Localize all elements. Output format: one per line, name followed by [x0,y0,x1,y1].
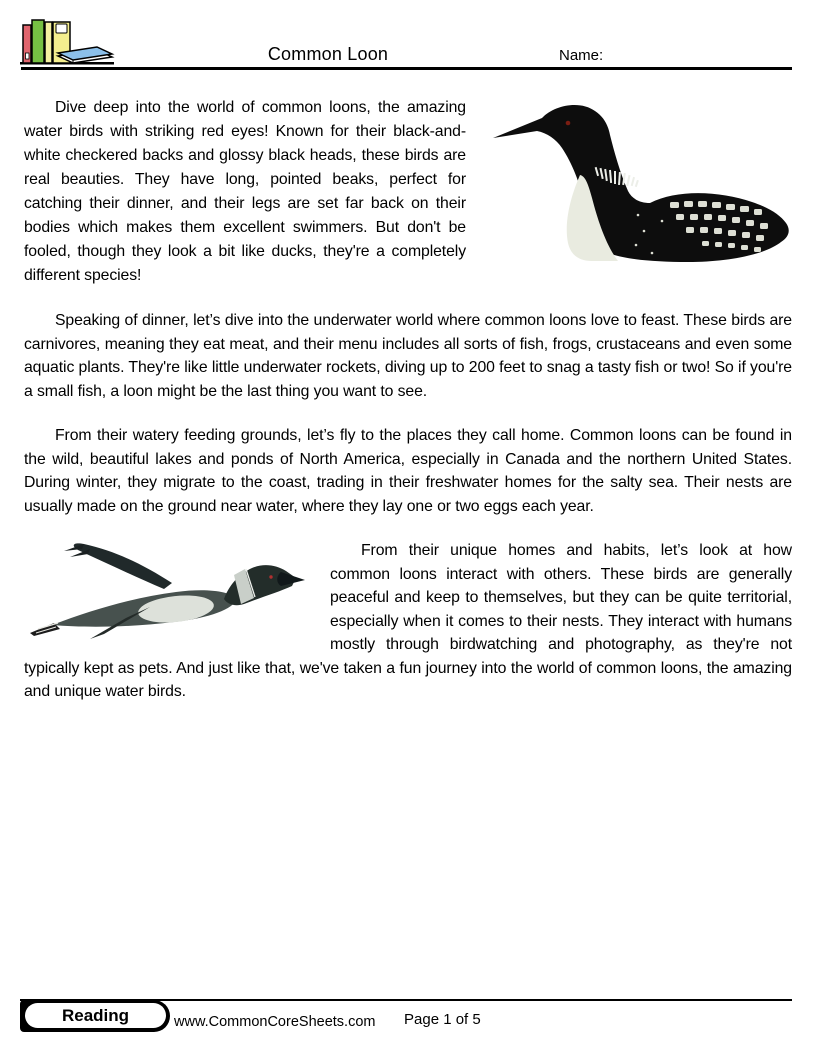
website-text: www.CommonCoreSheets.com [174,1014,376,1030]
reading-badge-pill [25,1003,166,1028]
reading-passage [24,96,792,725]
paragraph-3-text: From their watery feeding grounds, let’s fly to the places they call home. Common loons can be found in the wild, beautiful lakes and ponds of North America, especially in Canada and the northern United States. During winter, they migrate to the coast, trading in their freshwater homes for the salty sea. Their nests are usually made on the ground near water, where they lay one or two eggs each year. [24,427,792,515]
header-rule [21,67,792,70]
paragraph-3 [24,424,792,518]
page-number: Page 1 of 5 [404,1011,481,1028]
paragraph-4 [24,539,792,704]
flying-loon-red-eye [269,575,272,578]
swimming-loon-image [492,96,792,282]
paragraph-2 [24,309,792,403]
page-title: Common Loon [267,44,389,64]
paragraph-2-text: Speaking of dinner, let’s dive into the underwater world where common loons love to feast. These birds are carnivores, meaning they eat meat, and their menu includes all sorts of fish, frogs, crustaceans and even some aquatic plants. They're like little underwater rockets, diving up to 200 feet to snag a tasty fish or two! So if you're a small fish, a loon might be the last thing you want to see. [24,312,792,400]
paragraph-1-text: Dive deep into the world of common loons, the amazing water birds with striking red eyes! Known for their black-and-white checkered backs and glossy black heads, these birds are real beauties. They have long, pointed beaks, perfect for catching their dinner, and their legs are set far back on their bodies which makes them excellent swimmers. But don't be fooled, though they look a bit like ducks, they're a completely different species! [24,99,466,284]
paragraph-4-text: From their unique homes and habits, let’s look at how common loons interact with others. These birds are generally peaceful and keep to themselves, but they can be quite territorial, especially when it comes to their nests. They interact with humans mostly through birdwatching and photography, as they're not typically kept as pets. And just like that, we've taken a fun journey into the world of common loons, the amazing and unique water birds. [24,542,792,700]
reading-badge [20,1000,170,1032]
name-label: Name: [559,47,604,64]
loon-red-eye [566,121,571,126]
paragraph-1 [24,96,792,288]
reading-badge-label: Reading [61,1005,130,1025]
flying-loon-image [24,539,312,651]
